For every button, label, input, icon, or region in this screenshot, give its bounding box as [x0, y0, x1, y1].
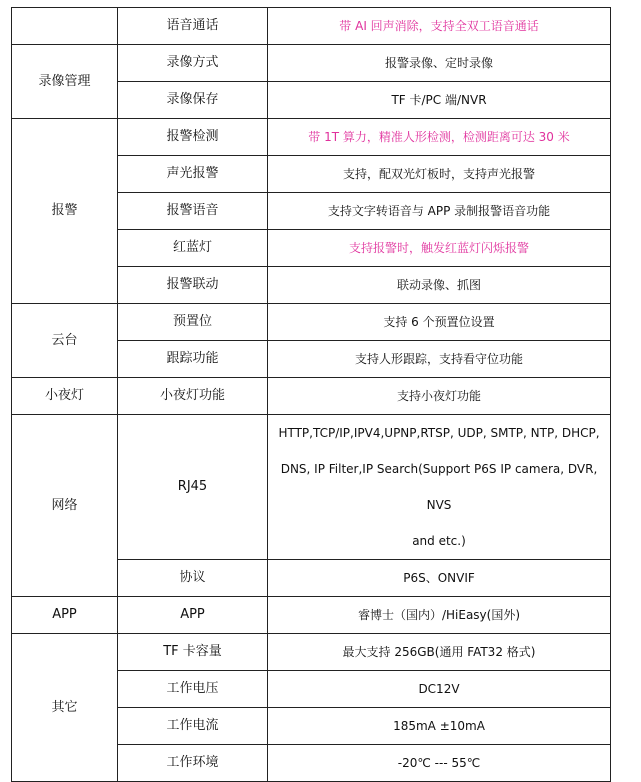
feature-alarm-detect: 报警检测: [118, 119, 268, 156]
value-rj45-line1: HTTP,TCP/IP,IPV4,UPNP,RTSP, UDP, SMTP, NTP, DHCP,: [278, 426, 600, 440]
feature-night-light: 小夜灯功能: [118, 378, 268, 415]
feature-rj45: RJ45: [118, 415, 268, 560]
value-sound-light: 支持，配双光灯板时，支持声光报警: [268, 156, 611, 193]
value-rj45: [268, 415, 611, 560]
feature-protocol: 协议: [118, 560, 268, 597]
category-other: 其它: [12, 634, 118, 782]
row-tf: [12, 634, 611, 671]
row-rj45: [12, 415, 611, 560]
row-voice-call: [12, 8, 611, 45]
feature-alarm-voice: 报警语音: [118, 193, 268, 230]
category-empty: [12, 8, 118, 45]
category-recording: 录像管理: [12, 45, 118, 119]
row-record-mode: [12, 45, 611, 82]
feature-tracking: 跟踪功能: [118, 341, 268, 378]
value-rj45-line2: DNS, IP Filter,IP Search(Support P6S IP camera, DVR, NVS: [280, 462, 598, 512]
feature-red-blue: 红蓝灯: [118, 230, 268, 267]
value-protocol: P6S、ONVIF: [268, 560, 611, 597]
feature-sound-light: 声光报警: [118, 156, 268, 193]
category-alarm: 报警: [12, 119, 118, 304]
feature-preset: 预置位: [118, 304, 268, 341]
value-night-light: 支持小夜灯功能: [268, 378, 611, 415]
category-night-light: 小夜灯: [12, 378, 118, 415]
value-record-mode: 报警录像、定时录像: [268, 45, 611, 82]
row-app: [12, 597, 611, 634]
feature-record-storage: 录像保存: [118, 82, 268, 119]
value-current: 185mA ±10mA: [268, 708, 611, 745]
value-voice-call-part2: 全双工语音通话: [454, 19, 539, 33]
value-voice-call: [268, 8, 611, 45]
category-ptz: 云台: [12, 304, 118, 378]
row-night-light: [12, 378, 611, 415]
feature-app: APP: [118, 597, 268, 634]
value-rj45-line3: and etc.): [412, 534, 466, 548]
spec-table: [11, 7, 611, 782]
value-voice-call-part1: 带 AI 回声消除，支持: [339, 19, 455, 33]
value-alarm-voice: 支持文字转语音与 APP 录制报警语音功能: [268, 193, 611, 230]
value-alarm-detect: 带 1T 算力，精准人形检测，检测距离可达 30 米: [268, 119, 611, 156]
value-tf: 最大支持 256GB(通用 FAT32 格式): [268, 634, 611, 671]
category-network: 网络: [12, 415, 118, 597]
category-app: APP: [12, 597, 118, 634]
value-environment: -20℃ --- 55℃: [268, 745, 611, 782]
feature-environment: 工作环境: [118, 745, 268, 782]
feature-current: 工作电流: [118, 708, 268, 745]
value-app: 睿博士（国内）/HiEasy(国外): [268, 597, 611, 634]
feature-tf: TF 卡容量: [118, 634, 268, 671]
feature-record-mode: 录像方式: [118, 45, 268, 82]
value-tracking: 支持人形跟踪，支持看守位功能: [268, 341, 611, 378]
value-record-storage: TF 卡/PC 端/NVR: [268, 82, 611, 119]
row-preset: [12, 304, 611, 341]
row-alarm-detect: [12, 119, 611, 156]
value-alarm-linkage: 联动录像、抓图: [268, 267, 611, 304]
feature-voltage: 工作电压: [118, 671, 268, 708]
value-voltage: DC12V: [268, 671, 611, 708]
feature-alarm-linkage: 报警联动: [118, 267, 268, 304]
value-preset: 支持 6 个预置位设置: [268, 304, 611, 341]
value-red-blue: 支持报警时，触发红蓝灯闪烁报警: [268, 230, 611, 267]
feature-voice-call: 语音通话: [118, 8, 268, 45]
